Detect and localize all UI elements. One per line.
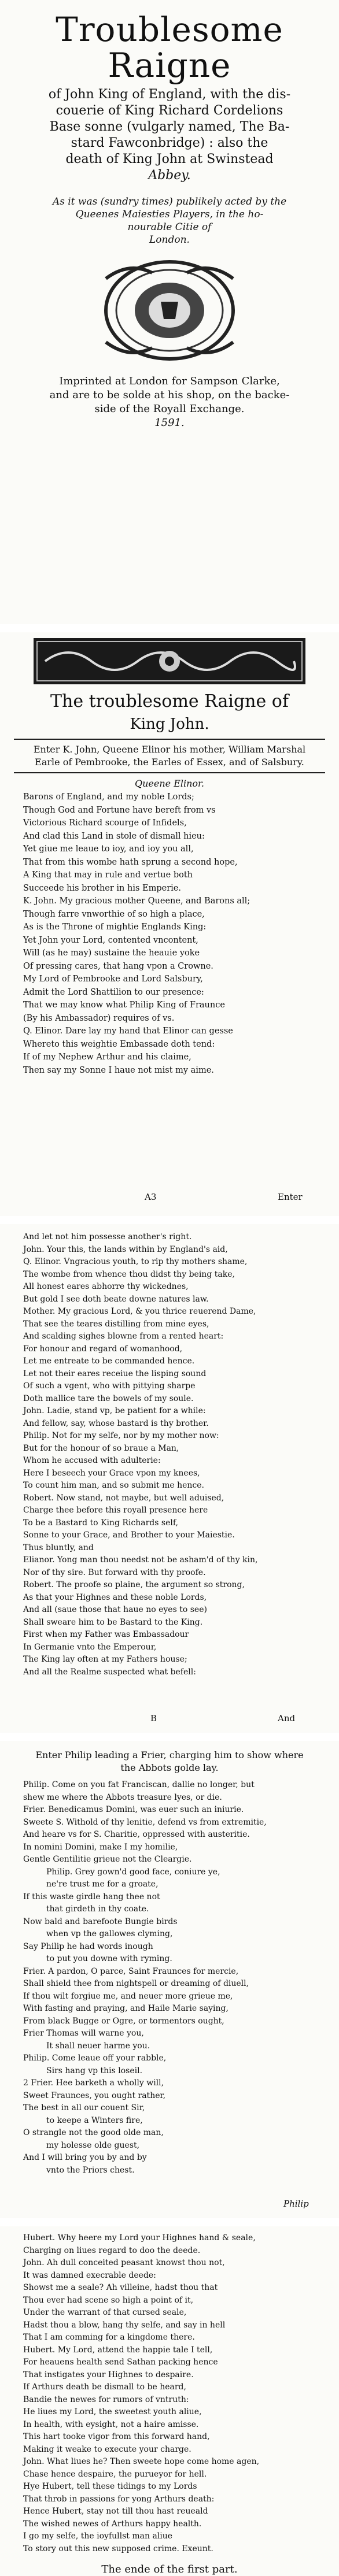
verse-line: But for the honour of so braue a Man, — [23, 1443, 179, 1453]
verse-line: Whereto this weightie Embassade doth tend: — [23, 1039, 215, 1049]
verse-line: Sirs hang vp this loseil. — [46, 2066, 143, 2075]
verse-line: And clad this Land in stole of dismall hieu: — [23, 831, 205, 841]
stage-direction — [0, 743, 339, 769]
page-bastard-scene — [0, 1224, 339, 1733]
verse-line: Though farre vnworthie of so high a place, — [23, 909, 205, 919]
verse-line: Of such a vgent, who with pittying sharpe — [23, 1381, 196, 1391]
imprint — [0, 375, 339, 430]
verse-line: shew me where the Abbots treasure lyes, or die. — [23, 1792, 222, 1802]
verse-line: 2 Frier. Hee barketh a wholly will, — [23, 2078, 164, 2088]
verse-line: To be a Bastard to King Richards self, — [23, 1518, 178, 1528]
page-gap — [0, 624, 339, 632]
verse-line: In Germanie vnto the Emperour, — [23, 1642, 157, 1652]
verse-line: Whom he accused with adulterie: — [23, 1456, 161, 1465]
verse-line: Bandie the newes for rumors of vntruth: — [23, 2395, 189, 2404]
stage-line: Earle of Pembrooke, the Earles of Essex, and of Salsbury. — [35, 757, 304, 768]
verse-line: It shall neuer harme you. — [46, 2041, 150, 2051]
verse-line: Succeede his brother in his Emperie. — [23, 883, 181, 893]
note-line: nourable Citie of — [127, 221, 212, 233]
verse-line: Doth mallice tare the bowels of my soule. — [23, 1393, 194, 1403]
verse-line: And heare vs for S. Charitie, oppressed with austeritie. — [23, 1830, 250, 1839]
page-gap — [0, 1733, 339, 1741]
note-line: As it was (sundry times) publikely acted by the — [52, 196, 287, 207]
page-final-scene — [0, 2226, 339, 2576]
verse-line: Hence Hubert, stay not till thou hast reueald — [23, 2507, 208, 2516]
verse-line: Robert. Now stand, not maybe, but well aduised, — [23, 1493, 224, 1503]
verse-line: John. What liues he? Then sweete hope come home agen, — [23, 2457, 260, 2466]
verse-line: Philip. Grey gown'd good face, coniure ye, — [46, 1867, 220, 1877]
verse-line: Q. Elinor. Vngracious youth, to rip thy mothers shame, — [23, 1257, 248, 1266]
verse-line: Q. Elinor. Dare lay my hand that Elinor can gesse — [23, 1026, 233, 1036]
verse-line: And let not him possesse another's right. — [23, 1232, 192, 1241]
note-line: Queenes Maiesties Players, in the ho- — [75, 209, 264, 220]
verse-line: And all (saue those that haue no eyes to see) — [23, 1605, 207, 1614]
verse-line: Charging on liues regard to doo the deede. — [23, 2245, 201, 2255]
verse-line: Making it weake to execute your charge. — [23, 2444, 191, 2454]
verse-line: Frier Thomas will warne you, — [23, 2029, 144, 2038]
verse-line: As that your Highnes and these noble Lords, — [23, 1592, 207, 1602]
verse-line: And all the Realme suspected what befell: — [23, 1667, 196, 1677]
verse-line: The King lay often at my Fathers house; — [23, 1655, 187, 1664]
imprint-date: 1591. — [154, 417, 185, 429]
verse-line: Sweet Fraunces, you ought rather, — [23, 2091, 166, 2100]
verse-line: Chase hence despaire, the purueyor for hell. — [23, 2469, 207, 2479]
verse-line: ne're trust me for a groate, — [46, 1880, 159, 1889]
stage-line: the Abbots golde lay. — [120, 1762, 219, 1773]
play-subtitle: King John. — [130, 716, 209, 733]
signature-mark: A3 — [145, 1192, 157, 1202]
verse-line: Thus bluntly, and — [23, 1543, 94, 1552]
verse-line: Here I beseech your Grace vpon my knees, — [23, 1468, 200, 1478]
headpiece-ornament — [34, 638, 305, 684]
verse-line: to put you downe with ryming. — [46, 1954, 172, 1963]
verse-line: If Arthurs death be dismall to be heard, — [23, 2382, 186, 2392]
verse-line: The best in all our couent Sir, — [23, 2103, 145, 2112]
verse-line: Showst me a seale? Ah villeine, hadst thou that — [23, 2283, 218, 2292]
verse-line: First when my Father was Embassadour — [23, 1630, 189, 1639]
verse-line: O strangle not the good olde man, — [23, 2128, 164, 2137]
verse-line: Barons of England, and my noble Lords; — [23, 792, 194, 802]
stage-line: Enter K. John, Queene Elinor his mother, William Marshal — [33, 744, 306, 755]
verse-line: Say Philip he had words inough — [23, 1941, 153, 1951]
verse-line: That see the teares distilling from mine eyes, — [23, 1319, 209, 1329]
verse-line: Though God and Fortune have bereft from vs — [23, 805, 216, 815]
verse-line: And fellow, say, whose bastard is thy brother. — [23, 1418, 209, 1428]
verse-line: Charge thee before this royall presence here — [23, 1506, 208, 1515]
end-text: The ende of the first part. — [101, 2563, 238, 2575]
verse-line: Now bald and barefoote Bungie birds — [23, 1917, 178, 1926]
catchword: Philip — [283, 2199, 309, 2209]
title-line: couerie of King Richard Cordelions — [56, 103, 283, 118]
title-line: death of King John at Swinstead — [65, 152, 274, 166]
verse-line: That we may know what Philip King of Fraunce — [23, 1000, 225, 1010]
verse-line: All honest eares abhorre thy wickednes, — [23, 1282, 189, 1291]
performance-note — [0, 195, 339, 246]
verse-line: Frier. Benedicamus Domini, was euer such an iniurie. — [23, 1805, 244, 1814]
title-line: Abbey. — [148, 168, 191, 183]
verse-line: In nomini Domini, make I my homilie, — [23, 1842, 178, 1852]
verse-line: From black Bugge or Ogre, or tormentors ought, — [23, 2016, 224, 2026]
verse-line: But gold I see doth beate downe natures law. — [23, 1294, 209, 1304]
verse-line: Philip. Come leaue off your rabble, — [23, 2054, 167, 2063]
verse-line: Frier. A pardon, O parce, Saint Fraunces for mercie, — [23, 1966, 239, 1976]
title-line: of John King of England, with the dis- — [48, 87, 291, 102]
verse-line: This hart tooke vigor from this forward hand, — [23, 2432, 210, 2441]
verse-line: (By his Ambassador) requires of vs. — [23, 1013, 175, 1023]
imprint-line: side of the Royall Exchange. — [94, 403, 245, 415]
verse-line: That throb in passions for yong Arthurs death: — [23, 2494, 215, 2504]
verse-line: If this waste girdle hang thee not — [23, 1892, 160, 1902]
verse-line: Victorious Richard scourge of Infidels, — [23, 818, 187, 828]
verse-line: A King that may in rule and vertue both — [23, 870, 193, 880]
verse-line: Philip. Come on you fat Franciscan, dallie no longer, but — [23, 1780, 255, 1789]
note-line: London. — [149, 234, 190, 246]
verse-line: If of my Nephew Arthur and his claime, — [23, 1052, 191, 1062]
verse-line: For honour and regard of womanhood, — [23, 1344, 183, 1354]
verse-line: Mother. My gracious Lord, & you thrice reuerend Dame, — [23, 1307, 256, 1316]
verse-line: He liues my Lord, the sweetest youth aliue, — [23, 2407, 202, 2416]
verse-line: Nor of thy sire. But forward with thy proofe. — [23, 1567, 206, 1577]
catchword: And — [278, 1713, 296, 1723]
catchword: Enter — [278, 1192, 303, 1202]
page-opening-scene — [0, 632, 339, 1216]
verse-block — [0, 1779, 339, 2177]
verse-line: Yet John your Lord, contented vncontent, — [23, 935, 198, 945]
verse-line: John. Ah dull conceited peasant knowst thou not, — [23, 2258, 225, 2267]
verse-block — [0, 2226, 339, 2555]
verse-line: That instigates your Highnes to despaire. — [23, 2370, 194, 2379]
verse-line: To story out this new supposed crime. Exeunt. — [23, 2544, 213, 2553]
verse-line: Shall shield thee from nightspell or dreaming of diuell, — [23, 1979, 249, 1988]
verse-line: when vp the gallowes clyming, — [46, 1929, 173, 1939]
verse-line: Let not their eares receiue the lisping sound — [23, 1369, 207, 1378]
verse-line: Hadst thou a blow, hang thy selfe, and say in hell — [23, 2320, 226, 2330]
verse-line: John. Your this, the lands within by England's aid, — [23, 1244, 228, 1254]
verse-line: In health, with eysight, not a haire amisse. — [23, 2419, 199, 2429]
verse-line: Robert. The proofe so plaine, the argument so strong, — [23, 1580, 245, 1589]
verse-line: That I am comming for a kingdome there. — [23, 2333, 195, 2342]
verse-line: my holesse olde guest, — [46, 2140, 140, 2150]
verse-line: that girdeth in thy coate. — [46, 1904, 149, 1914]
page-title: Troublesome Raigne — [56, 10, 283, 85]
verse-line: Then say my Sonne I haue not mist my aime. — [23, 1065, 214, 1075]
verse-line: Hubert. Why heere my Lord your Highnes hand & seale, — [23, 2233, 256, 2243]
verse-block — [0, 1224, 339, 1678]
verse-block — [0, 791, 339, 1077]
title-line: stard Fawconbridge) : also the — [71, 136, 268, 150]
signature-mark: B — [150, 1713, 157, 1723]
printers-device-emblem — [94, 255, 245, 365]
page-frier-scene — [0, 1741, 339, 2218]
speaker-name: Queene Elinor. — [134, 778, 205, 789]
verse-line: And scalding sighes blowne from a rented heart: — [23, 1332, 224, 1341]
verse-line: To count him man, and so submit me hence. — [23, 1481, 205, 1490]
verse-line: For heauens health send Sathan packing hence — [23, 2358, 218, 2367]
verse-line: That from this wombe hath sprung a second hope, — [23, 857, 238, 867]
verse-line: Elianor. Yong man thou needst not be asham'd of thy kin, — [23, 1555, 258, 1565]
verse-line: Of pressing cares, that hang vpon a Crowne. — [23, 961, 213, 971]
verse-line: My Lord of Pembrooke and Lord Salsbury, — [23, 974, 203, 984]
verse-line: K. John. My gracious mother Queene, and Barons all; — [23, 896, 250, 906]
verse-line: Shall sweare him to be Bastard to the King. — [23, 1617, 203, 1627]
verse-line: It was damned execrable deede: — [23, 2270, 156, 2280]
divider-rule — [14, 739, 325, 740]
page-gap — [0, 2218, 339, 2226]
verse-line: Philip. Not for my selfe, nor by my mother now: — [23, 1431, 219, 1440]
verse-line: Under the warrant of that cursed seale, — [23, 2308, 187, 2317]
imprint-line: Imprinted at London for Sampson Clarke, — [59, 375, 280, 387]
verse-line: Let me entreate to be commanded hence. — [23, 1356, 195, 1366]
imprint-line: and are to be solde at his shop, on the backe- — [49, 389, 290, 401]
verse-line: As is the Throne of mightie Englands King: — [23, 922, 207, 932]
title-line: Base sonne (vulgarly named, The Ba- — [49, 120, 290, 134]
verse-line: The wished newes of Arthurs happy health. — [23, 2519, 202, 2529]
stage-direction — [0, 1741, 339, 1774]
verse-line: Admit the Lord Shattilion to our presence: — [23, 987, 204, 997]
verse-line: Thou ever had scene so high a point of it, — [23, 2295, 194, 2305]
title-page — [0, 0, 339, 624]
play-title: The troublesome Raigne of — [50, 691, 289, 711]
verse-line: Yet giue me leaue to ioy, and ioy you all, — [23, 844, 194, 854]
title-lines — [0, 87, 339, 184]
verse-line: Sweete S. Withold of thy lenitie, defend vs from extremitie, — [23, 1817, 267, 1827]
verse-line: vnto the Priors chest. — [46, 2165, 135, 2175]
verse-line: I go my selfe, the ioyfullst man aliue — [23, 2531, 173, 2541]
stage-line: Enter Philip leading a Frier, charging him to show where — [35, 1750, 304, 1760]
divider-rule — [14, 772, 325, 773]
verse-line: Will (as he may) sustaine the heauie yoke — [23, 948, 200, 958]
verse-line: With fasting and praying, and Haile Marie saying, — [23, 2004, 229, 2013]
verse-line: Hye Hubert, tell these tidings to my Lords — [23, 2482, 197, 2491]
verse-line: John. Ladie, stand vp, be patient for a while: — [23, 1406, 206, 1415]
verse-line: Gentle Gentilitie grieue not the Cleargie. — [23, 1855, 192, 1864]
verse-line: The wombe from whence thou didst thy being take, — [23, 1269, 235, 1279]
verse-line: to keepe a Winters fire, — [46, 2115, 143, 2125]
verse-line: Sonne to your Grace, and Brother to your Maiestie. — [23, 1530, 235, 1540]
verse-line: And I will bring you by and by — [23, 2153, 147, 2162]
page-gap — [0, 1216, 339, 1224]
verse-line: If thou wilt forgiue me, and neuer more grieue me, — [23, 1991, 233, 2001]
verse-line: Hubert. My Lord, attend the happie tale I tell, — [23, 2345, 213, 2355]
